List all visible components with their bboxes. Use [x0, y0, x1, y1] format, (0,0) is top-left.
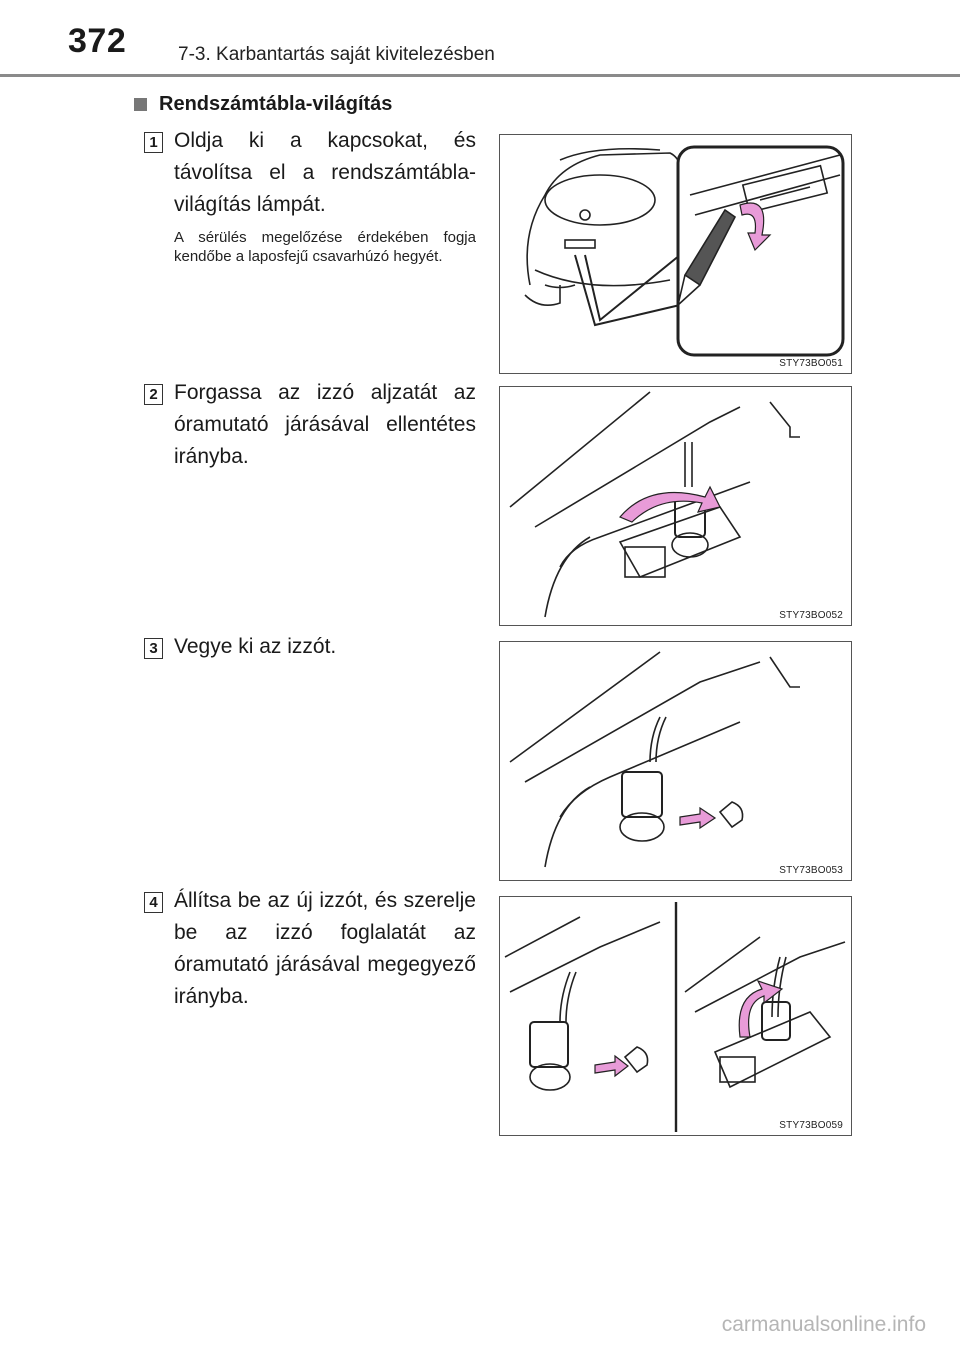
- bulb-socket-rotate-illustration: [500, 387, 852, 626]
- figure-step-4: [499, 896, 852, 1136]
- step-4-text: Állítsa be az új izzót, és szerelje be az izzó foglalatát az óramutató járásával megegyező irányba.: [174, 889, 476, 1008]
- step-3-text: Vegye ki az izzót.: [174, 635, 337, 658]
- figure-step-1: [499, 134, 852, 374]
- page-number: 372: [68, 22, 127, 60]
- step-badge-1: 1: [144, 132, 163, 153]
- figure-code: STY73BO053: [779, 865, 843, 876]
- step-2-text: Forgassa az izzó aljzatát az óramutató járásával ellentétes irányba.: [174, 381, 476, 468]
- watermark: carmanualsonline.info: [721, 1313, 926, 1336]
- section-title: Rendszámtábla-világítás: [159, 93, 393, 115]
- section-heading: [134, 93, 392, 116]
- bulb-removal-illustration: [500, 642, 852, 881]
- step-badge-2: 2: [144, 384, 163, 405]
- chapter-title: 7-3. Karbantartás saját kivitelezésben: [178, 44, 495, 65]
- figure-step-2: [499, 386, 852, 626]
- figure-code: STY73BO052: [779, 610, 843, 621]
- bulb-install-illustration: [500, 897, 852, 1136]
- step-badge-4: 4: [144, 892, 163, 913]
- car-rear-illustration: [500, 135, 852, 374]
- figure-code: STY73BO059: [779, 1120, 843, 1131]
- step-1-note: A sérülés megelőzése érdekében fogja kendőbe a laposfejű csavarhúzó hegyét.: [174, 229, 476, 265]
- figure-code: STY73BO051: [779, 358, 843, 369]
- square-bullet-icon: [134, 98, 147, 111]
- figure-step-3: [499, 641, 852, 881]
- step-badge-3: 3: [144, 638, 163, 659]
- header-divider: [0, 74, 960, 77]
- step-1-text: Oldja ki a kapcsokat, és távolítsa el a rendszámtábla-világítás lámpát.: [174, 129, 476, 216]
